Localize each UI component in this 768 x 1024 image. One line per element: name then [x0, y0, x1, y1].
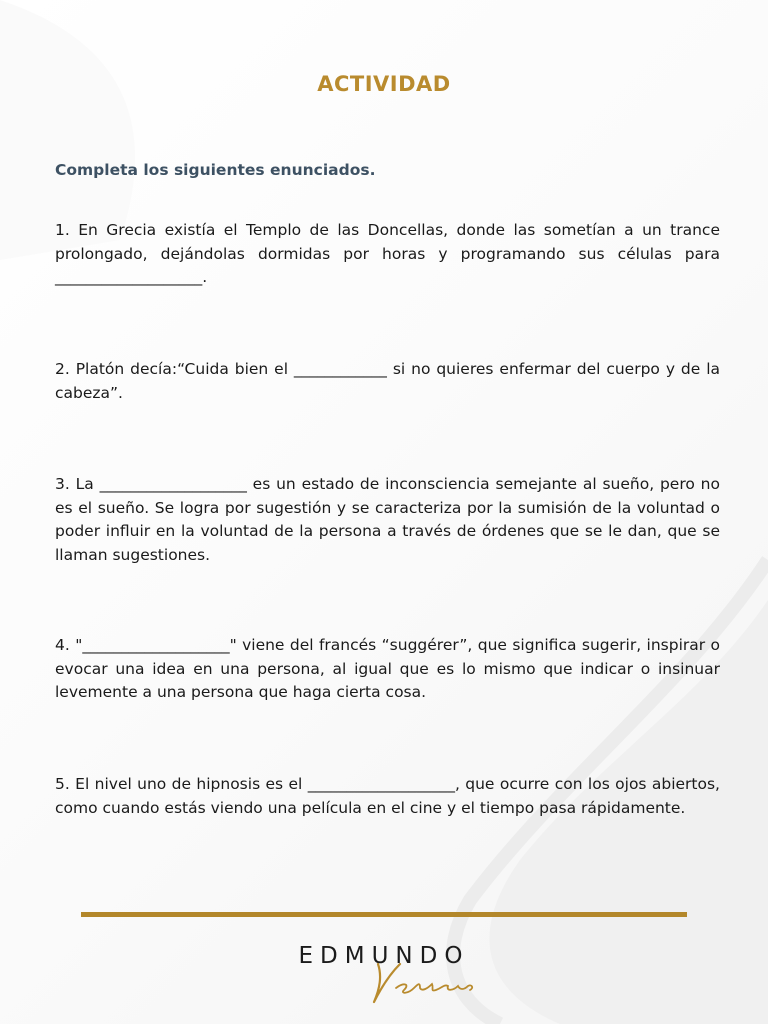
exercise-item-1: 1. En Grecia existía el Templo de las Doncellas, donde las sometían a un trance prolongado, dejándolas dormidas por horas y programando sus células para ___________________. [55, 221, 720, 286]
footer-divider [81, 912, 687, 917]
exercise-item-5: 5. El nivel uno de hipnosis es el ___________________, que ocurre con los ojos abiertos, como cuando estás viendo una película en el cine y el tiempo pasa rápidamente. [55, 775, 720, 817]
exercise-item-3: 3. La ___________________ es un estado de inconsciencia semejante al sueño, pero no es el sueño. Se logra por sugestión y se caracteriza por la sumisión de la voluntad o poder influir en la voluntad de la persona a través de órdenes que se le dan, que se llaman sugestiones. [55, 475, 720, 564]
exercise-item-2: 2. Platón decía:“Cuida bien el ____________ si no quieres enfermar del cuerpo y de la cabeza”. [55, 360, 720, 402]
page-title: ACTIVIDAD [317, 72, 451, 96]
brand-name: EDMUNDO [298, 943, 470, 969]
brand-signature [360, 958, 490, 1008]
instructions-heading: Completa los siguientes enunciados. [55, 161, 376, 179]
exercise-item-4: 4. "___________________" viene del francés “suggérer”, que significa sugerir, inspirar o evocar una idea en una persona, al igual que es lo mismo que indicar o insinuar levemente a una persona que haga cierta cosa. [55, 636, 720, 701]
